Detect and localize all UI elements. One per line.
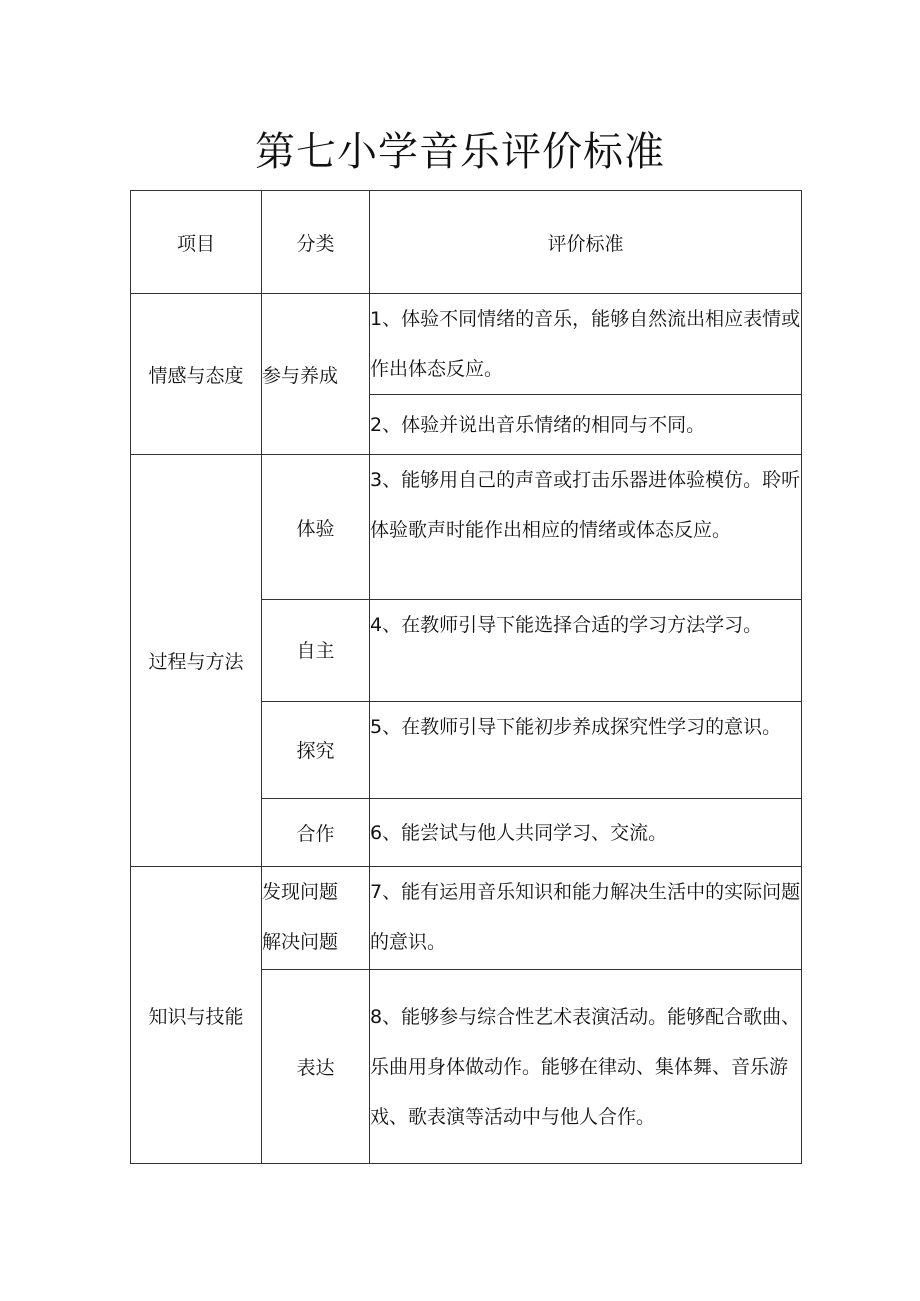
standard-cell: 2、体验并说出音乐情绪的相同与不同。 xyxy=(370,395,802,455)
category-label-line: 发现问题 xyxy=(262,881,339,903)
header-standard: 评价标准 xyxy=(370,191,802,294)
evaluation-table xyxy=(130,190,802,1164)
table-row xyxy=(131,455,802,600)
header-item: 项目 xyxy=(131,191,262,294)
table-row xyxy=(131,867,802,970)
category-cell: 参与养成 xyxy=(262,294,370,455)
standard-cell: 7、能有运用音乐知识和能力解决生活中的实际问题的意识。 xyxy=(370,867,802,970)
category-label: 表达 xyxy=(296,1057,335,1079)
page-title: 第七小学音乐评价标准 xyxy=(255,129,665,175)
item-cell: 过程与方法 xyxy=(131,455,262,867)
standard-text: 8、能够参与综合性艺术表演活动。能够配合歌曲、乐曲用身体做动作。能够在律动、集体舞、音乐游戏、歌表演等活动中与他人合作。 xyxy=(370,1006,801,1128)
category-cell xyxy=(262,600,370,702)
standard-cell xyxy=(370,970,802,1164)
category-cell xyxy=(262,970,370,1164)
item-cell: 知识与技能 xyxy=(131,867,262,1164)
standard-cell: 3、能够用自己的声音或打击乐器进体验模仿。聆听体验歌声时能作出相应的情绪或体态反应。 xyxy=(370,455,802,600)
category-cell xyxy=(262,702,370,799)
standard-cell: 4、在教师引导下能选择合适的学习方法学习。 xyxy=(370,600,802,702)
category-cell xyxy=(262,455,370,600)
standard-cell: 1、体验不同情绪的音乐，能够自然流出相应表情或作出体态反应。 xyxy=(370,294,802,395)
category-label-line: 解决问题 xyxy=(262,931,339,953)
standard-cell: 6、能尝试与他人共同学习、交流。 xyxy=(370,799,802,867)
category-label: 探究 xyxy=(296,740,335,762)
category-label: 自主 xyxy=(296,640,335,662)
category-label: 体验 xyxy=(296,518,335,540)
table-header-row xyxy=(131,191,802,294)
table-row xyxy=(131,294,802,395)
category-cell: 合作 xyxy=(262,799,370,867)
header-category: 分类 xyxy=(262,191,370,294)
item-cell: 情感与态度 xyxy=(131,294,262,455)
standard-cell: 5、在教师引导下能初步养成探究性学习的意识。 xyxy=(370,702,802,799)
category-cell xyxy=(262,867,370,970)
